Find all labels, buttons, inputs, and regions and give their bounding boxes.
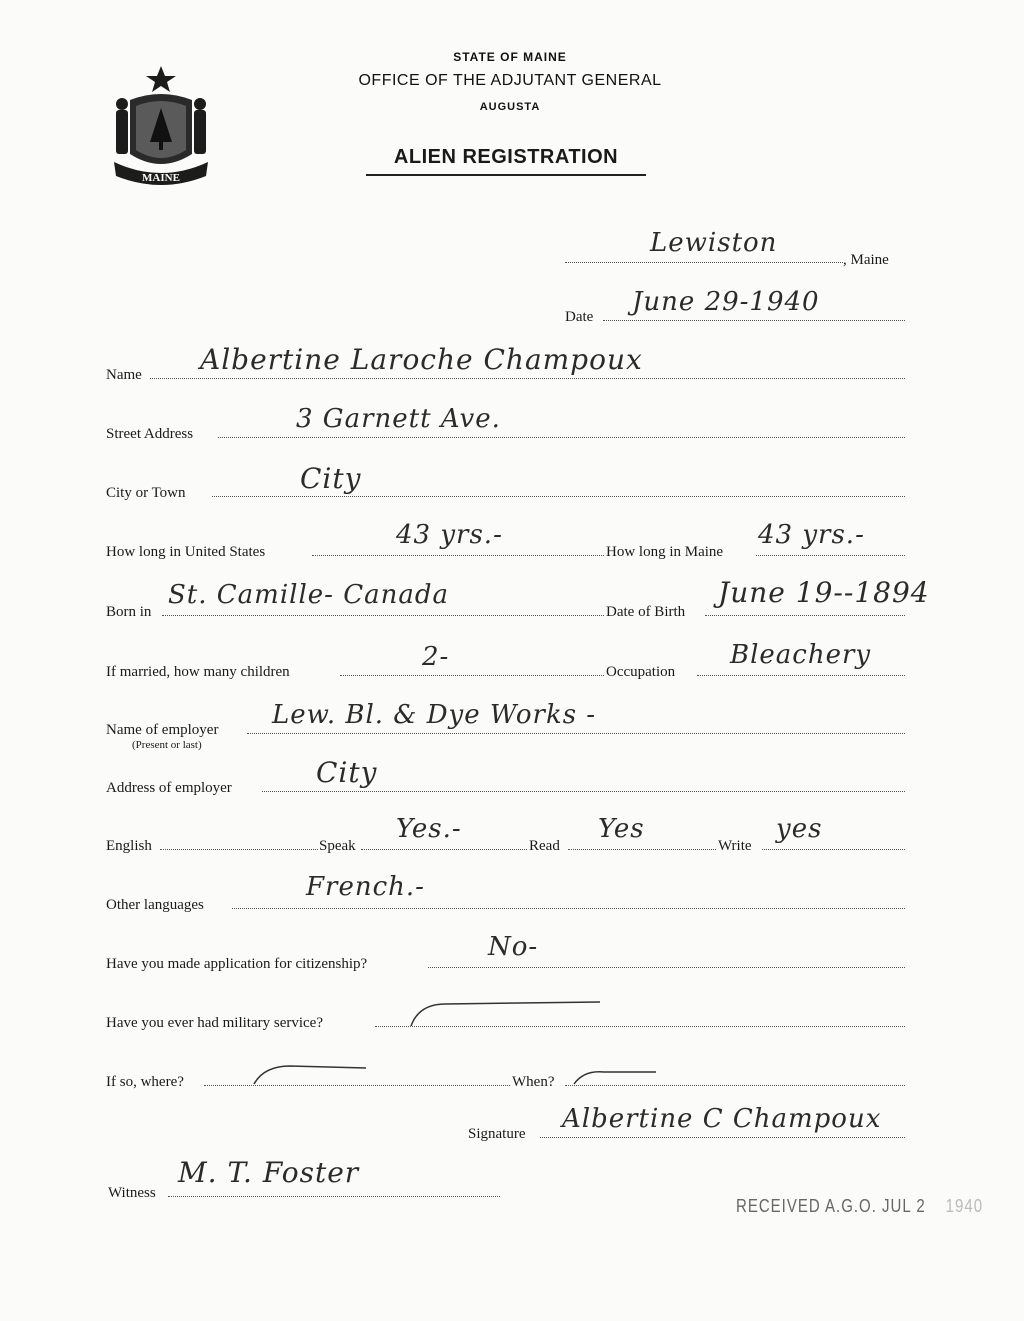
employer-address-line — [262, 791, 905, 792]
citizenship-value: No- — [488, 932, 539, 962]
where-dash-mark — [250, 1060, 370, 1088]
svg-text:MAINE: MAINE — [142, 172, 180, 184]
town-line — [565, 262, 843, 263]
english-label: English — [106, 838, 152, 854]
military-dash-mark — [405, 998, 605, 1030]
if-so-where-label: If so, where? — [106, 1074, 184, 1090]
street-address-line — [218, 437, 905, 438]
how-long-us-value: 43 yrs.- — [396, 520, 503, 550]
other-languages-line — [232, 908, 905, 909]
office-heading: OFFICE OF THE ADJUTANT GENERAL — [358, 72, 662, 89]
how-long-maine-line — [756, 555, 905, 556]
date-of-birth-line — [705, 615, 905, 616]
date-value: June 29-1940 — [632, 287, 820, 317]
witness-label: Witness — [108, 1185, 156, 1201]
when-label: When? — [512, 1074, 555, 1090]
read-value: Yes — [598, 814, 645, 844]
title-underline — [366, 174, 646, 176]
when-dash-mark — [570, 1066, 660, 1088]
born-in-label: Born in — [106, 604, 152, 620]
how-long-us-label: How long in United States — [106, 544, 266, 560]
children-value: 2- — [422, 642, 450, 672]
form-title: ALIEN REGISTRATION — [393, 146, 619, 168]
write-value: yes — [776, 814, 823, 844]
name-value: Albertine Laroche Champoux — [200, 343, 643, 376]
how-long-maine-value: 43 yrs.- — [758, 520, 865, 550]
english-line — [160, 849, 318, 850]
children-label: If married, how many children — [106, 664, 290, 680]
name-line — [150, 378, 905, 379]
city-or-town-label: City or Town — [106, 485, 186, 501]
received-stamp — [736, 1196, 983, 1216]
write-line — [762, 849, 905, 850]
employer-address-label: Address of employer — [106, 780, 232, 796]
children-line — [340, 675, 604, 676]
received-stamp-text: RECEIVED A.G.O. JUL 2 — [736, 1196, 926, 1217]
citizenship-line — [428, 967, 905, 968]
street-address-value: 3 Garnett Ave. — [296, 404, 501, 434]
other-languages-value: French.- — [306, 872, 425, 902]
signature-value: Albertine C Champoux — [562, 1104, 882, 1134]
employer-line — [247, 733, 905, 734]
signature-line — [540, 1137, 905, 1138]
born-in-line — [162, 615, 604, 616]
other-languages-label: Other languages — [106, 897, 204, 913]
read-label: Read — [529, 838, 560, 854]
town-value: Lewiston — [650, 228, 778, 258]
citizenship-label: Have you made application for citizenship? — [106, 956, 368, 972]
witness-value: M. T. Foster — [178, 1156, 360, 1189]
date-label: Date — [565, 309, 594, 325]
employer-address-value: City — [316, 756, 378, 789]
city-or-town-line — [212, 496, 905, 497]
street-address-label: Street Address — [106, 426, 194, 442]
speak-line — [361, 849, 527, 850]
occupation-value: Bleachery — [730, 640, 872, 670]
signature-label: Signature — [468, 1126, 526, 1142]
how-long-us-line — [312, 555, 604, 556]
maine-label: , Maine — [843, 252, 889, 268]
name-label: Name — [106, 367, 142, 383]
read-line — [568, 849, 716, 850]
city-or-town-value: City — [300, 462, 362, 495]
employer-note: (Present or last) — [132, 739, 202, 751]
witness-line — [168, 1196, 500, 1197]
employer-label: Name of employer — [106, 722, 219, 738]
speak-value: Yes.- — [396, 814, 462, 844]
employer-value: Lew. Bl. & Dye Works - — [272, 700, 597, 730]
state-heading: STATE OF MAINE — [453, 50, 567, 64]
date-of-birth-label: Date of Birth — [606, 604, 686, 620]
born-in-value: St. Camille- Canada — [168, 580, 450, 610]
occupation-label: Occupation — [606, 664, 676, 680]
how-long-maine-label: How long in Maine — [606, 544, 724, 560]
speak-label: Speak — [319, 838, 356, 854]
received-stamp-year: 1940 — [945, 1196, 984, 1217]
write-label: Write — [718, 838, 752, 854]
occupation-line — [697, 675, 905, 676]
date-of-birth-value: June 19--1894 — [718, 576, 930, 609]
maine-state-seal-icon — [108, 62, 214, 190]
military-label: Have you ever had military service? — [106, 1015, 323, 1031]
city-heading: AUGUSTA — [479, 101, 541, 113]
date-line — [603, 320, 905, 321]
